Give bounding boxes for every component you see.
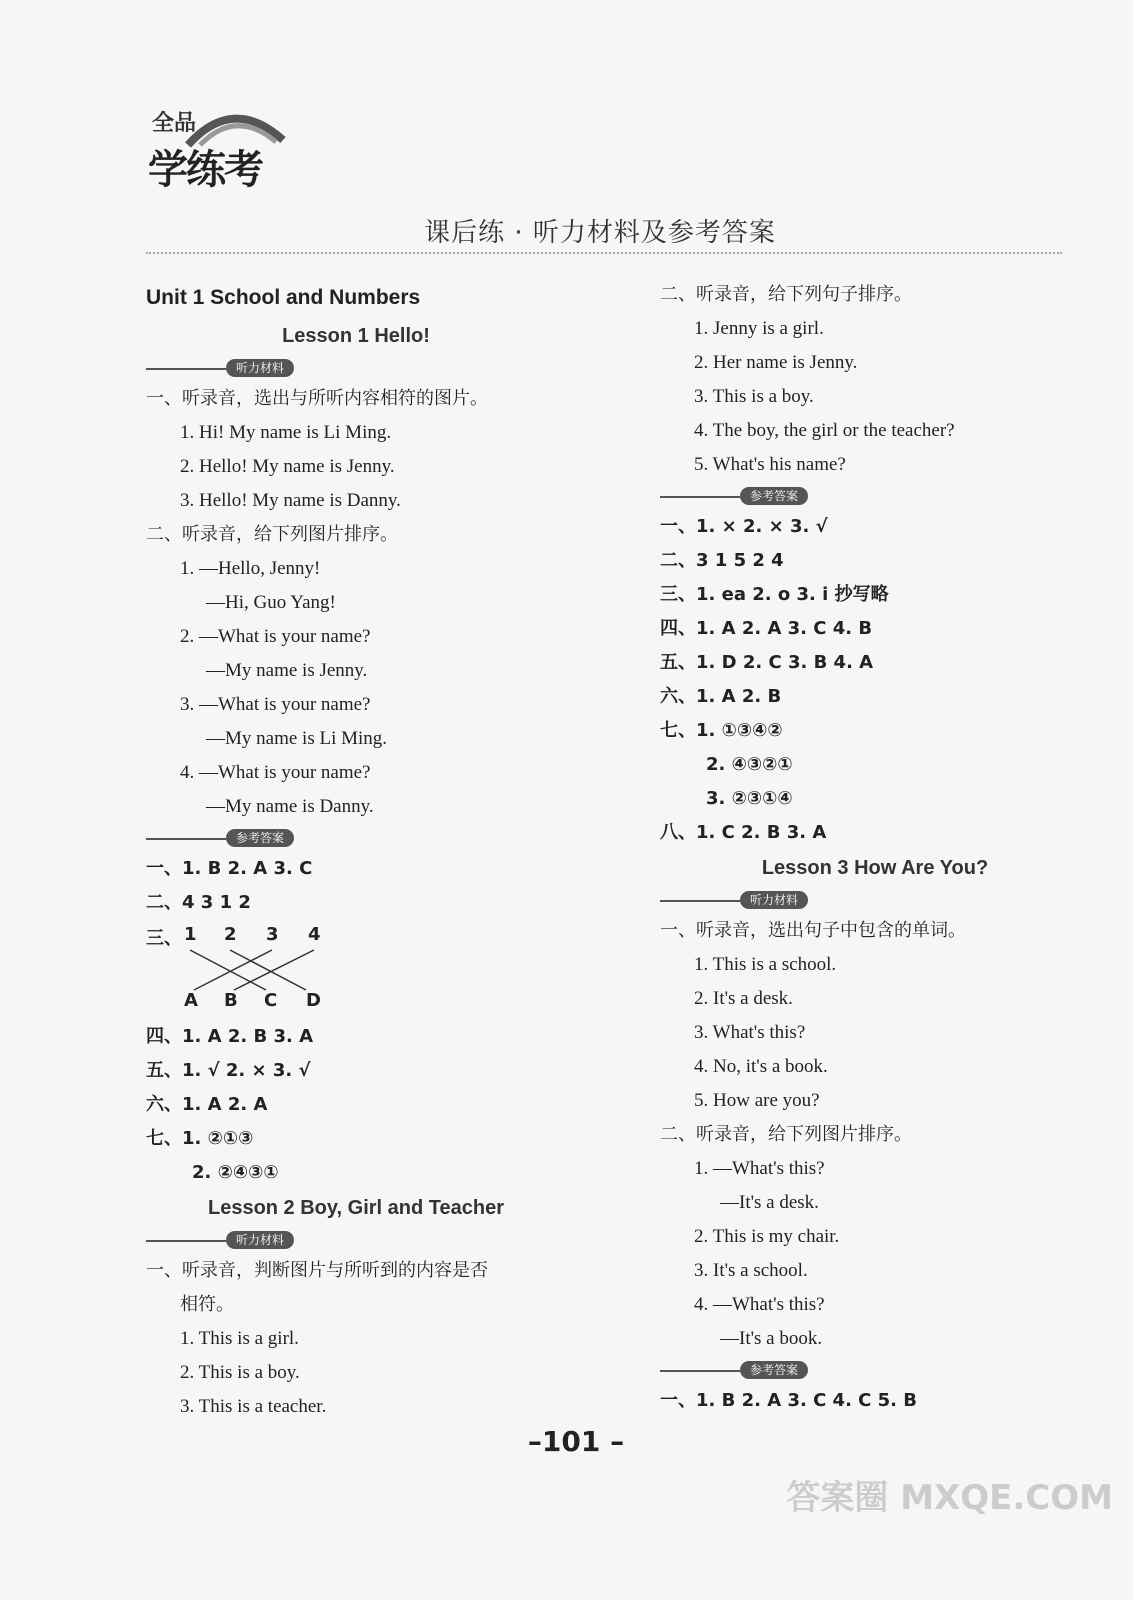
match-prefix: 三、 (146, 928, 182, 949)
lesson3-title: Lesson 3 How Are You? (761, 857, 989, 879)
list-item: —My name is Jenny. (206, 660, 368, 681)
match-bottom-label: A (184, 990, 198, 1011)
question-title: 一、听录音，判断图片与所听到的内容是否 (146, 1260, 488, 1281)
list-item: 2. It's a desk. (694, 988, 793, 1009)
answers-tag: 参考答案 (226, 829, 294, 847)
answer-line: 四、1. A 2. A 3. C 4. B (660, 618, 873, 639)
list-item: 5. What's his name? (694, 454, 846, 475)
left-column (146, 278, 566, 1424)
listening-tag: 听力材料 (226, 359, 294, 377)
list-item: 4. No, it's a book. (694, 1056, 828, 1077)
question-title: 二、听录音，给下列句子排序。 (660, 284, 912, 305)
answer-line: 一、1. × 2. × 3. √ (660, 516, 828, 537)
question-title: 一、听录音，选出句子中包含的单词。 (660, 920, 966, 941)
page-title: 课后练 · 听力材料及参考答案 (424, 218, 776, 248)
question-title: 一、听录音，选出与所听内容相符的图片。 (146, 388, 488, 409)
list-item: —Hi, Guo Yang! (206, 592, 336, 613)
question-title: 二、听录音，给下列图片排序。 (660, 1124, 912, 1145)
listening-tag: 听力材料 (740, 891, 808, 909)
unit-title: Unit 1 School and Numbers (146, 286, 421, 309)
answer-line: 五、1. D 2. C 3. B 4. A (660, 652, 874, 673)
match-top-label: 2 (224, 924, 237, 945)
answers-divider (146, 824, 566, 852)
list-item: 1. This is a school. (694, 954, 837, 975)
title-divider (146, 252, 1062, 254)
list-item: 1. —What's this? (694, 1158, 825, 1179)
answer-line: 七、1. ②①③ (146, 1128, 254, 1149)
lesson1-title: Lesson 1 Hello! (282, 325, 430, 347)
answers-tag: 参考答案 (740, 1361, 808, 1379)
match-bottom-label: B (224, 990, 238, 1011)
answer-line: 八、1. C 2. B 3. A (660, 822, 827, 843)
list-item: 3. Hello! My name is Danny. (180, 490, 401, 511)
list-item: —My name is Li Ming. (206, 728, 388, 749)
answer-line: 2. ②④③① (192, 1162, 279, 1183)
right-column (660, 278, 1090, 1418)
match-bottom-label: D (306, 990, 321, 1011)
list-item: —It's a book. (720, 1328, 823, 1349)
list-item: 1. —Hello, Jenny! (180, 558, 321, 579)
answer-line: 五、1. √ 2. × 3. √ (146, 1060, 311, 1081)
list-item: —My name is Danny. (206, 796, 374, 817)
list-item: 2. This is my chair. (694, 1226, 840, 1247)
match-bottom-label: C (264, 990, 278, 1011)
list-item: 4. —What is your name? (180, 762, 371, 783)
answers-tag: 参考答案 (740, 487, 808, 505)
list-item: 3. —What is your name? (180, 694, 371, 715)
logo (148, 100, 298, 193)
match-top-label: 3 (266, 924, 279, 945)
watermark: 答案圈 MXQE.COM (786, 1478, 1113, 1518)
list-item: 3. This is a boy. (694, 386, 814, 407)
list-item: 3. This is a teacher. (180, 1396, 327, 1417)
answer-line: 四、1. A 2. B 3. A (146, 1026, 314, 1047)
list-item: 4. —What's this? (694, 1294, 825, 1315)
listening-divider (660, 886, 1090, 914)
list-item: 2. Her name is Jenny. (694, 352, 858, 373)
listening-divider (146, 354, 566, 382)
matching-answer (146, 920, 566, 1020)
match-top-label: 1 (184, 924, 197, 945)
lesson2-title: Lesson 2 Boy, Girl and Teacher (207, 1197, 504, 1219)
logo-big-text: 学练考 (148, 147, 262, 193)
list-item: 2. Hello! My name is Jenny. (180, 456, 395, 477)
listening-tag: 听力材料 (226, 1231, 294, 1249)
answer-line: 六、1. A 2. A (146, 1094, 268, 1115)
answer-line: 二、4 3 1 2 (146, 892, 251, 913)
answer-line: 七、1. ①③④② (660, 720, 783, 741)
answer-line: 3. ②③①④ (706, 788, 793, 809)
match-top-label: 4 (308, 924, 321, 945)
answer-line: 六、1. A 2. B (660, 686, 782, 707)
answers-divider (660, 482, 1090, 510)
answer-line: 一、1. B 2. A 3. C (146, 858, 313, 879)
answer-line: 二、3 1 5 2 4 (660, 550, 784, 571)
listening-divider (146, 1226, 566, 1254)
list-item: 2. —What is your name? (180, 626, 371, 647)
list-item: 3. It's a school. (694, 1260, 808, 1281)
list-item: 5. How are you? (694, 1090, 820, 1111)
question-title-cont: 相符。 (180, 1294, 234, 1315)
answer-line: 三、1. ea 2. o 3. i 抄写略 (660, 584, 889, 605)
list-item: 1. This is a girl. (180, 1328, 299, 1349)
answers-divider (660, 1356, 1090, 1384)
list-item: —It's a desk. (720, 1192, 819, 1213)
logo-small-text: 全品 (152, 111, 197, 136)
page-number: –101 – (527, 1425, 625, 1458)
question-title: 二、听录音，给下列图片排序。 (146, 524, 398, 545)
list-item: 4. The boy, the girl or the teacher? (694, 420, 955, 441)
list-item: 1. Jenny is a girl. (694, 318, 824, 339)
list-item: 2. This is a boy. (180, 1362, 300, 1383)
list-item: 1. Hi! My name is Li Ming. (180, 422, 392, 443)
answer-line: 一、1. B 2. A 3. C 4. C 5. B (660, 1390, 918, 1411)
list-item: 3. What's this? (694, 1022, 806, 1043)
answer-line: 2. ④③②① (706, 754, 793, 775)
